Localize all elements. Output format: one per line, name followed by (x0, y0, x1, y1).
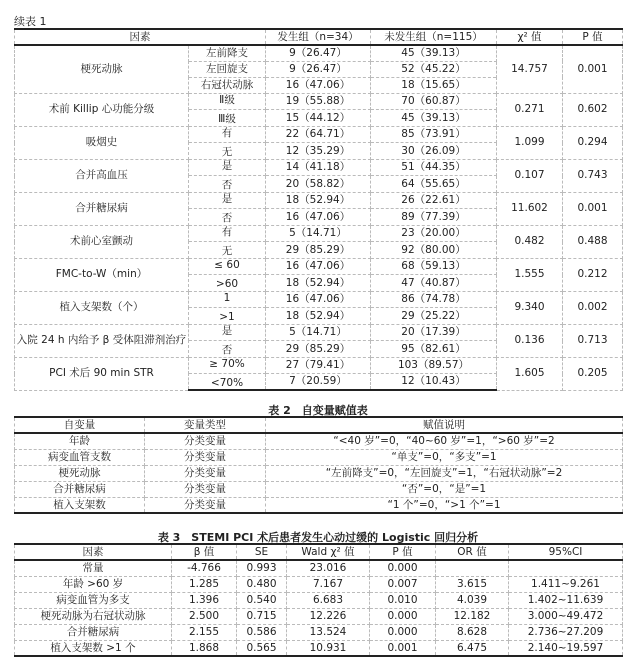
p-value-cell: 0.205 (563, 357, 623, 390)
assignment-cell: “左前降支”=0，“左回旋支”=1，“右冠状动脉”=2 (266, 465, 623, 481)
beta-cell: 1.868 (172, 640, 237, 656)
subcategory-cell: ≥ 70% (189, 357, 266, 374)
occurred-count-cell: 19（55.88） (266, 93, 371, 110)
factor-cell: 术前心室颤动 (15, 225, 189, 258)
chi-square-cell: 0.482 (497, 225, 563, 258)
factor-cell: 植入支架数（个） (15, 291, 189, 324)
header-not-occurred-group: 未发生组（n=115） (371, 29, 497, 45)
factor-cell: 术前 Killip 心功能分级 (15, 93, 189, 126)
occurred-count-cell: 18（52.94） (266, 308, 371, 325)
header-beta: β 值 (172, 544, 237, 560)
header-se: SE (237, 544, 287, 560)
beta-cell: 2.155 (172, 624, 237, 640)
occurred-count-cell: 22（64.71） (266, 126, 371, 143)
chi-square-cell: 11.602 (497, 192, 563, 225)
not-occurred-count-cell: 85（73.91） (371, 126, 497, 143)
wald-cell: 13.524 (287, 624, 370, 640)
not-occurred-count-cell: 95（82.61） (371, 341, 497, 358)
chi-square-cell: 1.605 (497, 357, 563, 390)
assignment-cell: “<40 岁”=0，“40~60 岁”=1，“>60 岁”=2 (266, 433, 623, 449)
subcategory-cell: <70% (189, 374, 266, 391)
not-occurred-count-cell: 45（39.13） (371, 45, 497, 61)
p-value-cell: 0.602 (563, 93, 623, 126)
occurred-count-cell: 12（35.29） (266, 143, 371, 160)
ci-cell: 1.402~11.639 (509, 592, 623, 608)
chi-square-cell: 0.271 (497, 93, 563, 126)
header-variable: 自变量 (15, 417, 145, 433)
p-cell: 0.010 (370, 592, 436, 608)
header-factor: 因素 (15, 29, 266, 45)
wald-cell: 10.931 (287, 640, 370, 656)
table-row (15, 481, 623, 497)
subcategory-cell: ≤ 60 (189, 258, 266, 275)
table3-logistic-regression (14, 543, 623, 657)
chi-square-cell: 9.340 (497, 291, 563, 324)
subcategory-cell: 否 (189, 176, 266, 193)
table-row (15, 449, 623, 465)
occurred-count-cell: 5（14.71） (266, 324, 371, 341)
se-cell: 0.993 (237, 560, 287, 576)
occurred-count-cell: 7（20.59） (266, 374, 371, 391)
header-or: OR 值 (436, 544, 509, 560)
type-cell: 分类变量 (145, 481, 266, 497)
not-occurred-count-cell: 70（60.87） (371, 93, 497, 110)
p-cell: 0.000 (370, 560, 436, 576)
se-cell: 0.540 (237, 592, 287, 608)
p-cell: 0.000 (370, 608, 436, 624)
factor-cell: 合并高血压 (15, 159, 189, 192)
table1-baseline-comparison (14, 28, 623, 391)
ci-cell: 2.736~27.209 (509, 624, 623, 640)
not-occurred-count-cell: 64（55.65） (371, 176, 497, 193)
type-cell: 分类变量 (145, 497, 266, 513)
occurred-count-cell: 29（85.29） (266, 341, 371, 358)
variable-cell: 合并糖尿病 (15, 481, 145, 497)
table-row (15, 640, 623, 656)
factor-cell: 合并糖尿病 (15, 624, 172, 640)
subcategory-cell: Ⅱ级 (189, 93, 266, 110)
table2-variable-assignment (14, 416, 623, 514)
p-value-cell: 0.001 (563, 192, 623, 225)
p-cell: 0.007 (370, 576, 436, 592)
subcategory-cell: 无 (189, 143, 266, 160)
not-occurred-count-cell: 45（39.13） (371, 110, 497, 127)
wald-cell: 6.683 (287, 592, 370, 608)
subcategory-cell: 无 (189, 242, 266, 259)
table-row (15, 291, 623, 308)
not-occurred-count-cell: 47（40.87） (371, 275, 497, 292)
not-occurred-count-cell: 12（10.43） (371, 374, 497, 391)
not-occurred-count-cell: 89（77.39） (371, 209, 497, 226)
factor-cell: FMC-to-W（min） (15, 258, 189, 291)
wald-cell: 23.016 (287, 560, 370, 576)
or-cell: 6.475 (436, 640, 509, 656)
chi-square-cell: 0.136 (497, 324, 563, 357)
subcategory-cell: 否 (189, 209, 266, 226)
beta-cell: 1.396 (172, 592, 237, 608)
variable-cell: 梗死动脉 (15, 465, 145, 481)
header-wald: Wald χ² 值 (287, 544, 370, 560)
chi-square-cell: 1.099 (497, 126, 563, 159)
beta-cell: 1.285 (172, 576, 237, 592)
ci-cell: 3.000~49.472 (509, 608, 623, 624)
subcategory-cell: >1 (189, 308, 266, 325)
occurred-count-cell: 9（26.47） (266, 61, 371, 77)
type-cell: 分类变量 (145, 449, 266, 465)
table-row (15, 93, 623, 110)
or-cell: 3.615 (436, 576, 509, 592)
chi-square-cell: 14.757 (497, 45, 563, 93)
factor-cell: 入院 24 h 内给予 β 受体阻滞剂治疗 (15, 324, 189, 357)
not-occurred-count-cell: 26（22.61） (371, 192, 497, 209)
occurred-count-cell: 16（47.06） (266, 258, 371, 275)
table-row (15, 126, 623, 143)
beta-cell: -4.766 (172, 560, 237, 576)
not-occurred-count-cell: 86（74.78） (371, 291, 497, 308)
not-occurred-count-cell: 23（20.00） (371, 225, 497, 242)
table-row (15, 608, 623, 624)
occurred-count-cell: 5（14.71） (266, 225, 371, 242)
header-factor: 因素 (15, 544, 172, 560)
table2-caption: 表 2 自变量赋值表 (268, 404, 368, 417)
assignment-cell: “1 个”=0，“>1 个”=1 (266, 497, 623, 513)
table-row (15, 624, 623, 640)
occurred-count-cell: 29（85.29） (266, 242, 371, 259)
p-cell: 0.001 (370, 640, 436, 656)
occurred-count-cell: 20（58.82） (266, 176, 371, 193)
ci-cell (509, 560, 623, 576)
occurred-count-cell: 27（79.41） (266, 357, 371, 374)
subcategory-cell: 左回旋支 (189, 61, 266, 77)
subcategory-cell: 是 (189, 192, 266, 209)
or-cell: 12.182 (436, 608, 509, 624)
occurred-count-cell: 16（47.06） (266, 291, 371, 308)
header-chi-square: χ² 值 (497, 29, 563, 45)
header-p-value: P 值 (563, 29, 623, 45)
factor-cell: 常量 (15, 560, 172, 576)
factor-cell: 梗死动脉为右冠状动脉 (15, 608, 172, 624)
subcategory-cell: 左前降支 (189, 45, 266, 61)
table3-caption: 表 3 STEMI PCI 术后患者发生心动过缓的 Logistic 回归分析 (157, 531, 479, 544)
table-row (15, 159, 623, 176)
or-cell: 8.628 (436, 624, 509, 640)
factor-cell: 梗死动脉 (15, 45, 189, 93)
se-cell: 0.565 (237, 640, 287, 656)
p-cell: 0.000 (370, 624, 436, 640)
not-occurred-count-cell: 103（89.57） (371, 357, 497, 374)
se-cell: 0.715 (237, 608, 287, 624)
assignment-cell: “单支”=0，“多支”=1 (266, 449, 623, 465)
table-row (15, 592, 623, 608)
table-row (15, 324, 623, 341)
subcategory-cell: 否 (189, 341, 266, 358)
table-row (15, 225, 623, 242)
p-value-cell: 0.488 (563, 225, 623, 258)
p-value-cell: 0.713 (563, 324, 623, 357)
occurred-count-cell: 16（47.06） (266, 209, 371, 226)
table-row (15, 258, 623, 275)
assignment-cell: “否”=0，“是”=1 (266, 481, 623, 497)
ci-cell: 1.411~9.261 (509, 576, 623, 592)
not-occurred-count-cell: 68（59.13） (371, 258, 497, 275)
not-occurred-count-cell: 29（25.22） (371, 308, 497, 325)
not-occurred-count-cell: 20（17.39） (371, 324, 497, 341)
variable-cell: 植入支架数 (15, 497, 145, 513)
se-cell: 0.480 (237, 576, 287, 592)
header-p: P 值 (370, 544, 436, 560)
ci-cell: 2.140~19.597 (509, 640, 623, 656)
occurred-count-cell: 18（52.94） (266, 275, 371, 292)
header-assignment: 赋值说明 (266, 417, 623, 433)
chi-square-cell: 0.107 (497, 159, 563, 192)
subcategory-cell: >60 (189, 275, 266, 292)
subcategory-cell: 有 (189, 225, 266, 242)
variable-cell: 病变血管支数 (15, 449, 145, 465)
factor-cell: 病变血管为多支 (15, 592, 172, 608)
factor-cell: 植入支架数 >1 个 (15, 640, 172, 656)
occurred-count-cell: 9（26.47） (266, 45, 371, 61)
not-occurred-count-cell: 18（15.65） (371, 77, 497, 93)
occurred-count-cell: 15（44.12） (266, 110, 371, 127)
header-ci: 95%CI (509, 544, 623, 560)
not-occurred-count-cell: 30（26.09） (371, 143, 497, 160)
not-occurred-count-cell: 92（80.00） (371, 242, 497, 259)
chi-square-cell: 1.555 (497, 258, 563, 291)
table-row (15, 560, 623, 576)
factor-cell: 吸烟史 (15, 126, 189, 159)
header-variable-type: 变量类型 (145, 417, 266, 433)
wald-cell: 7.167 (287, 576, 370, 592)
p-value-cell: 0.743 (563, 159, 623, 192)
factor-cell: 合并糖尿病 (15, 192, 189, 225)
subcategory-cell: 有 (189, 126, 266, 143)
occurred-count-cell: 18（52.94） (266, 192, 371, 209)
p-value-cell: 0.002 (563, 291, 623, 324)
subcategory-cell: Ⅲ级 (189, 110, 266, 127)
occurred-count-cell: 14（41.18） (266, 159, 371, 176)
factor-cell: PCI 术后 90 min STR (15, 357, 189, 390)
table-row (15, 465, 623, 481)
not-occurred-count-cell: 51（44.35） (371, 159, 497, 176)
table-row (15, 497, 623, 513)
type-cell: 分类变量 (145, 465, 266, 481)
table-row (15, 192, 623, 209)
wald-cell: 12.226 (287, 608, 370, 624)
variable-cell: 年龄 (15, 433, 145, 449)
occurred-count-cell: 16（47.06） (266, 77, 371, 93)
header-occurred-group: 发生组（n=34） (266, 29, 371, 45)
se-cell: 0.586 (237, 624, 287, 640)
subcategory-cell: 是 (189, 159, 266, 176)
p-value-cell: 0.294 (563, 126, 623, 159)
table-row (15, 45, 623, 61)
type-cell: 分类变量 (145, 433, 266, 449)
subcategory-cell: 1 (189, 291, 266, 308)
subcategory-cell: 是 (189, 324, 266, 341)
table1-caption: 续表 1 (14, 15, 47, 28)
factor-cell: 年龄 >60 岁 (15, 576, 172, 592)
or-cell (436, 560, 509, 576)
beta-cell: 2.500 (172, 608, 237, 624)
p-value-cell: 0.212 (563, 258, 623, 291)
or-cell: 4.039 (436, 592, 509, 608)
subcategory-cell: 右冠状动脉 (189, 77, 266, 93)
not-occurred-count-cell: 52（45.22） (371, 61, 497, 77)
table-row (15, 433, 623, 449)
table-row (15, 576, 623, 592)
p-value-cell: 0.001 (563, 45, 623, 93)
table-row (15, 357, 623, 374)
